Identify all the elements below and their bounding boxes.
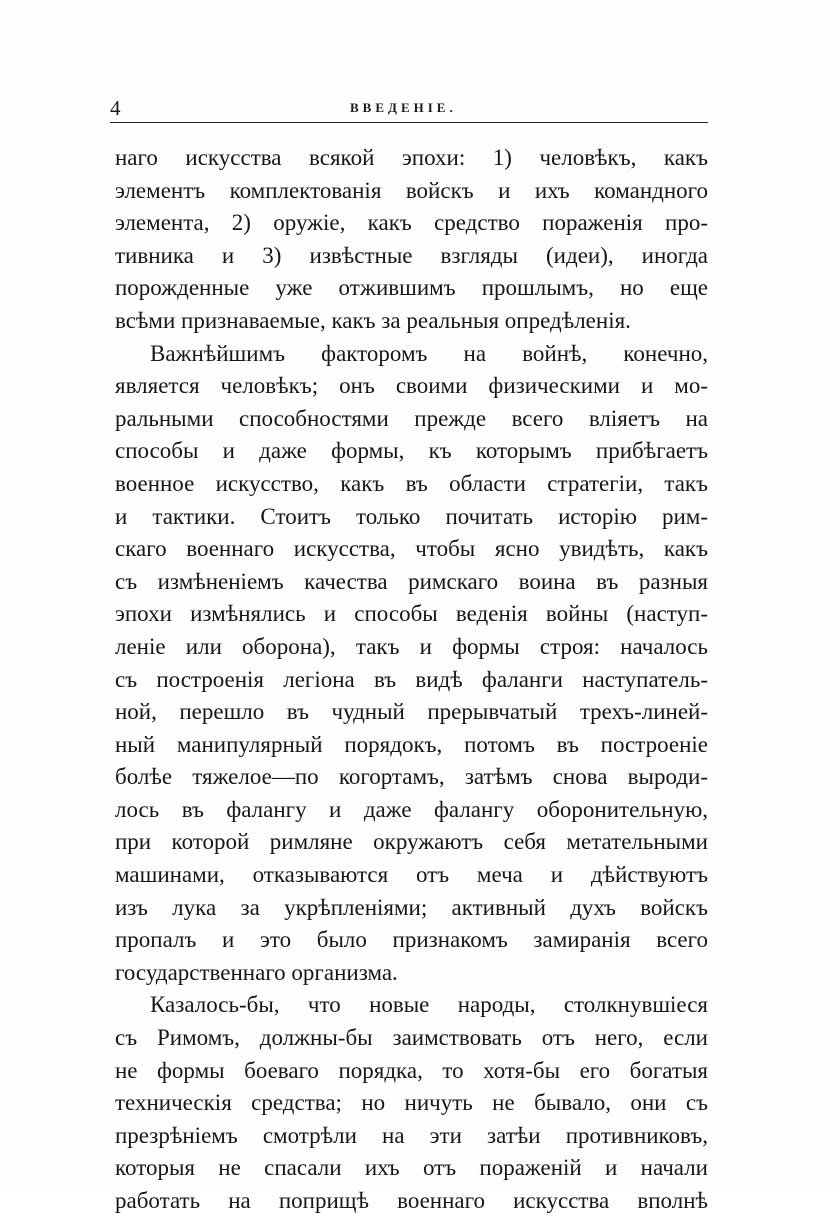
- text-line: и тактики. Стоитъ только почитать исторію рим-: [115, 503, 708, 529]
- text-line: военное искусство, какъ въ области стратегіи, такъ: [115, 470, 708, 496]
- text-line: машинами, отказываются отъ меча и дѣйствуютъ: [115, 862, 708, 888]
- text-line: Казалось-бы, что новые народы, столкнувшіеся: [150, 992, 708, 1018]
- header-rule: [110, 122, 708, 123]
- text-line: съ Римомъ, должны-бы заимствовать отъ него, если: [115, 1025, 708, 1051]
- text-line: съ измѣненіемъ качества римскаго воина въ разныя: [115, 568, 708, 594]
- text-line: лось въ фалангу и даже фалангу оборонительную,: [115, 796, 708, 822]
- body-text: [115, 142, 708, 1218]
- text-line: не формы боеваго порядка, то хотя-бы его богатыя: [115, 1057, 708, 1083]
- text-line: леніе или оборона), такъ и формы строя: началось: [115, 633, 708, 659]
- text-line: при которой римляне окружаютъ себя метательными: [115, 829, 708, 855]
- text-line: элемента, 2) оружіе, какъ средство пораженія про-: [115, 210, 708, 236]
- text-line: пропалъ и это было признакомъ замиранія всего: [115, 927, 708, 953]
- text-line: презрѣніемъ смотрѣли на эти затѣи противниковъ,: [115, 1122, 708, 1148]
- text-line: тивника и 3) извѣстные взгляды (идеи), иногда: [115, 242, 708, 268]
- text-line: болѣе тяжелое—по когортамъ, затѣмъ снова выроди-: [115, 764, 708, 790]
- text-line: Важнѣйшимъ факторомъ на войнѣ, конечно,: [150, 340, 708, 366]
- text-line: способы и даже формы, къ которымъ прибѣгаетъ: [115, 438, 708, 464]
- text-line: съ построенія легіона въ видѣ фаланги наступатель-: [115, 666, 708, 692]
- text-line: изъ лука за укрѣпленіями; активный духъ войскъ: [115, 894, 708, 920]
- text-line: является человѣкъ; онъ своими физическими и мо-: [115, 373, 708, 399]
- text-line: ной, перешло въ чудный прерывчатый трехъ-линей-: [115, 699, 708, 725]
- text-line: государственнаго организма.: [115, 959, 398, 985]
- text-line: скаго военнаго искусства, чтобы ясно увидѣть, какъ: [115, 536, 708, 562]
- text-line: ральными способностями прежде всего вліяетъ на: [115, 405, 708, 431]
- text-line: которыя не спасали ихъ отъ пораженій и начали: [115, 1155, 708, 1181]
- text-line: ный манипулярный порядокъ, потомъ въ построеніе: [115, 731, 708, 757]
- text-line: работать на поприщѣ военнаго искусства вполнѣ: [115, 1188, 708, 1213]
- text-line: эпохи измѣнялись и способы веденія войны (наступ-: [115, 601, 708, 627]
- page-number: 4: [110, 96, 121, 120]
- running-title: ВВЕДЕНІЕ.: [350, 100, 457, 115]
- text-line: элементъ комплектованія войскъ и ихъ командного: [115, 177, 708, 203]
- text-line: всѣми признаваемые, какъ за реальныя опредѣленія.: [115, 307, 631, 333]
- text-line: наго искусства всякой эпохи: 1) человѣкъ, какъ: [115, 145, 708, 170]
- text-line: порожденные уже отжившимъ прошлымъ, но еще: [115, 275, 708, 301]
- text-line: техническія средства; но ничуть не бывало, они съ: [115, 1090, 708, 1116]
